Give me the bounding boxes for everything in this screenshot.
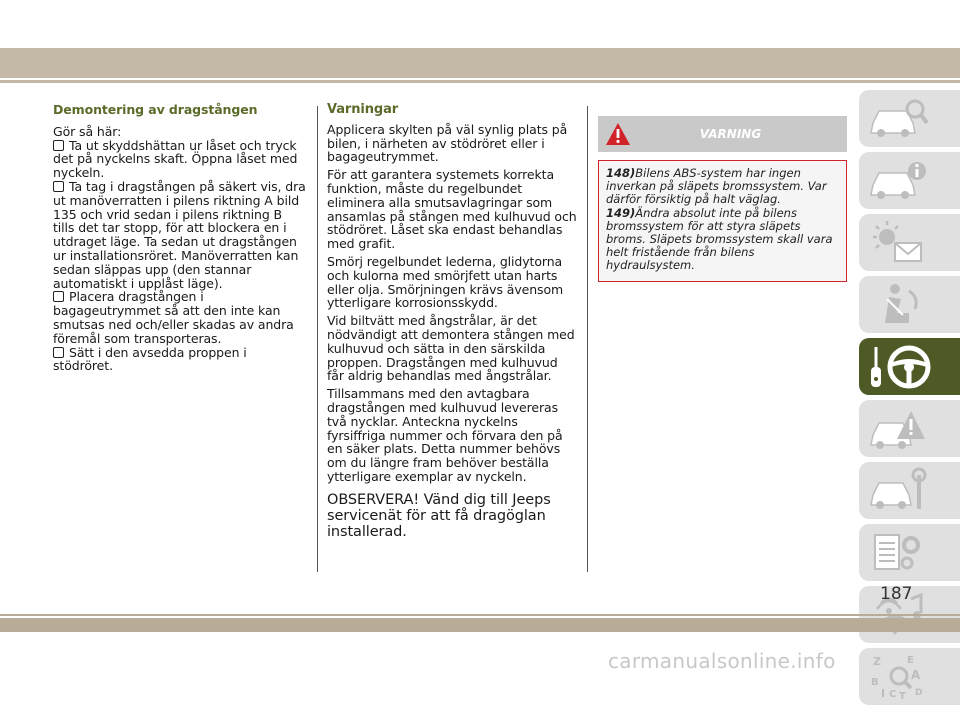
watermark-text: carmanualsonline.info: [608, 649, 836, 673]
chapter-tab-light-envelope[interactable]: [859, 214, 960, 271]
document-gear-icon: [867, 527, 931, 577]
paragraph: Tillsammans med den avtagbara dragstången med kulhuvud levereras två nycklar. Anteckna nyckelns fyrsiffriga nummer och förvara den på en säker plats. Detta nummer behövs om du längre fram behöver beställa ytterligare exemplar av nyckeln.: [327, 386, 563, 484]
svg-text:B: B: [871, 677, 879, 688]
warning-content: [598, 160, 847, 282]
intro-text: Gör så här:: [53, 123, 122, 139]
paragraph: Vid biltvätt med ångstrålar, är det nödvändigt att demontera stången med kulhuvud och sätta in den särskilda proppen. Dragstången med kulhuvud får aldrig behandlas med ångstrålar.: [327, 313, 575, 384]
header-rule: [0, 80, 960, 83]
header-band: [0, 48, 960, 78]
key-steering-wheel-icon: [867, 341, 937, 393]
step-4: Sätt i den avsedda proppen i stödröret.: [53, 344, 247, 374]
chapter-tab-car-info[interactable]: [859, 152, 960, 209]
warning-item: 149)Ändra absolut inte på bilens bromssystem för att styra släpets broms. Släpets bromssystem skall vara helt fristående från bilens hydraulsystem.: [606, 205, 833, 273]
alphabet-index-icon: [867, 651, 931, 701]
warning-triangle-car-icon: [867, 403, 931, 453]
page-number: 187: [880, 584, 913, 604]
svg-text:Z: Z: [873, 655, 881, 668]
note-observera: OBSERVERA! Vänd dig till Jeeps servicenät för att få dragöglan installerad.: [327, 491, 551, 540]
checkbox-bullet-icon: [53, 140, 64, 151]
checkbox-bullet-icon: [53, 181, 64, 192]
column-removal: [53, 103, 307, 373]
svg-text:I: I: [881, 687, 886, 700]
step-3: Placera dragstången i bagageutrymmet så att den inte kan smutsas ned och/eller skadas av andra föremål som transporteras.: [53, 289, 294, 346]
svg-text:T: T: [899, 691, 906, 701]
column-warnings: [327, 103, 577, 544]
warning-header: [598, 116, 847, 152]
section-heading-warnings: Varningar: [327, 102, 399, 117]
chapter-tab-seat-airbag[interactable]: [859, 276, 960, 333]
car-search-icon: [867, 93, 931, 143]
checkbox-bullet-icon: [53, 347, 64, 358]
footer-band: [0, 618, 960, 632]
step-1: Ta ut skyddshättan ur låset och tryck det på nyckelns skaft. Öppna låset med nyckeln.: [53, 137, 298, 181]
paragraph: Smörj regelbundet lederna, glidytorna och kulorna med smörjfett utan harts eller olja. Smörjningen krävs ävensom ytterligare korrosionsskydd.: [327, 253, 564, 311]
column-divider: [317, 106, 318, 572]
chapter-tab-car-wrench[interactable]: [859, 462, 960, 519]
chapter-tabs: [859, 90, 960, 710]
seat-airbag-icon: [867, 279, 931, 329]
chapter-tab-key-steering[interactable]: [859, 338, 960, 395]
paragraph: Applicera skylten på väl synlig plats på bilen, i närheten av stödröret eller i bagageutrymmet.: [327, 121, 568, 165]
chapter-tab-car-search[interactable]: [859, 90, 960, 147]
car-wrench-icon: [867, 465, 931, 515]
svg-text:E: E: [907, 655, 914, 666]
svg-text:C: C: [889, 689, 897, 700]
warning-box: [598, 116, 847, 282]
light-envelope-icon: [867, 217, 931, 267]
paragraph: För att garantera systemets korrekta funktion, måste du regelbundet eliminera alla smutsavlagringar som ansamlas på stången med kulhuvud och stödröret. Låset ska endast behandlas med grafit.: [327, 167, 577, 252]
chapter-tab-document-gear[interactable]: [859, 524, 960, 581]
column-divider: [587, 106, 588, 572]
warning-item: 148)Bilens ABS-system har ingen inverkan på släpets bromssystem. Var därför försiktig på halt väglag.: [606, 166, 827, 207]
chapter-tab-alphabet-index[interactable]: [859, 648, 960, 705]
car-info-icon: [867, 155, 931, 205]
footer-rule: [0, 614, 960, 616]
step-2: Ta tag i dragstången på säkert vis, dra ut manöverratten i pilens riktning A bild 135 och vrid sedan i pilens riktning B tills det tar stopp, för att blockera en i utdraget läge. Ta sedan ut dragstången ur installationsröret. Manöverratten kan sedan släppas upp (den stannar automatiskt i upplåst läge).: [53, 178, 306, 291]
svg-text:D: D: [915, 688, 923, 698]
checkbox-bullet-icon: [53, 291, 64, 302]
chapter-tab-warning-car[interactable]: [859, 400, 960, 457]
svg-text:A: A: [911, 668, 921, 682]
section-heading-removal: Demontering av dragstången: [53, 102, 258, 117]
warning-title: VARNING: [699, 127, 762, 141]
